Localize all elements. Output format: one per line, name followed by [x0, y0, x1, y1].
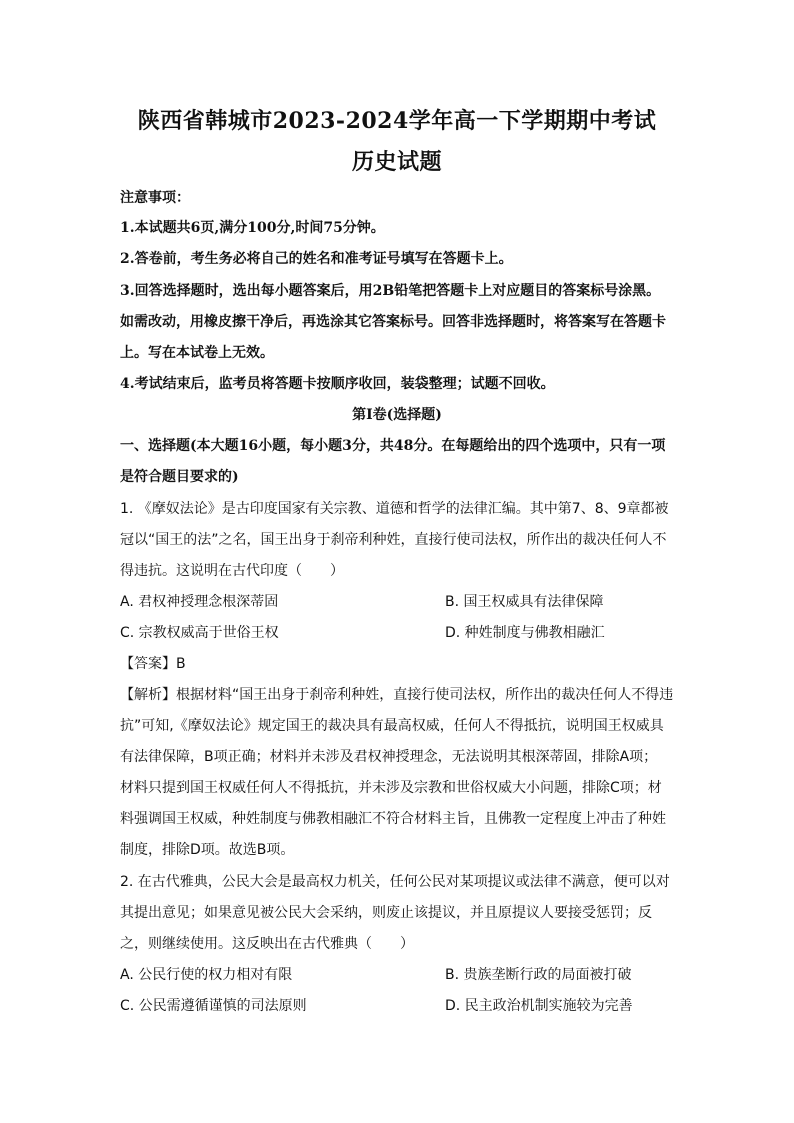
option-d: D. 民主政治机制实施较为完善	[445, 998, 633, 1014]
page-subtitle: 历史试题	[351, 149, 442, 175]
analysis-line: 制度，排除D项。故选B项。	[120, 842, 295, 858]
question-stem: 冠以“国王的法”之名，国王出身于刹帝利种姓，直接行使司法权，所作出的裁决任何人不	[120, 532, 667, 548]
option-a: A. 君权神授理念根深蒂固	[120, 594, 279, 610]
section-heading: 一、选择题(本大题16小题，每小题3分，共48分。在每题给出的四个选项中，只有一项	[120, 438, 666, 454]
answer-line: 【答案】B	[120, 656, 186, 672]
option-a: A. 公民行使的权力相对有限	[120, 967, 293, 983]
question-stem: 其提出意见；如果意见被公民大会采纳，则废止该提议，并且原提议人要接受惩罚；反	[120, 905, 652, 921]
analysis-line: 【解析】根据材料“国王出身于刹帝利种姓，直接行使司法权，所作出的裁决任何人不得违	[120, 687, 674, 703]
option-b: B. 国王权威具有法律保障	[445, 594, 604, 610]
page-title: 陕西省韩城市2023-2024学年高一下学期期中考试	[137, 108, 657, 134]
option-c: C. 公民需遵循谨慎的司法原则	[120, 998, 307, 1014]
option-c: C. 宗教权威高于世俗王权	[120, 625, 279, 641]
analysis-line: 材料只提到国王权威任何人不得抵抗，并未涉及宗教和世俗权威大小问题，排除C项；材	[120, 780, 662, 796]
option-b: B. 贵族垄断行政的局面被打破	[445, 967, 632, 983]
question-stem: 2. 在古代雅典，公民大会是最高权力机关，任何公民对某项提议或法律不满意，便可以对	[120, 874, 670, 890]
section-heading: 是符合题目要求的)	[120, 469, 239, 485]
notice-item: 4.考试结束后，监考员将答题卡按顺序收回，装袋整理；试题不回收。	[120, 376, 555, 392]
analysis-line: 料强调国王权威，种姓制度与佛教相融汇不符合材料主旨，且佛教一定程度上冲击了种姓	[120, 811, 666, 827]
notice-item: 1.本试题共6页,满分100分,时间75分钟。	[120, 220, 385, 236]
analysis-line: 有法律保障，B项正确；材料并未涉及君权神授理念，无法说明其根深蒂固，排除A项；	[120, 749, 658, 765]
question-stem: 之，则继续使用。这反映出在古代雅典（ ）	[120, 936, 414, 952]
notice-item: 上。写在本试卷上无效。	[120, 345, 274, 361]
notice-item: 2.答卷前，考生务必将自己的姓名和准考证号填写在答题卡上。	[120, 251, 513, 267]
analysis-line: 抗”可知,《摩奴法论》规定国王的裁决具有最高权威，任何人不得抵抗，说明国王权威具	[120, 718, 664, 734]
question-stem: 1. 《摩奴法论》是古印度国家有关宗教、道德和哲学的法律汇编。其中第7、8、9章都被	[120, 501, 669, 517]
notice-item: 3.回答选择题时，选出每小题答案后，用2B铅笔把答题卡上对应题目的答案标号涂黑。	[120, 283, 661, 299]
volume-heading: 第Ⅰ卷(选择题)	[352, 407, 442, 423]
option-d: D. 种姓制度与佛教相融汇	[445, 625, 605, 641]
notice-item: 如需改动，用橡皮擦干净后，再选涂其它答案标号。回答非选择题时，将答案写在答题卡	[120, 314, 666, 330]
notice-heading: 注意事项：	[120, 190, 190, 206]
question-stem: 得违抗。这说明在古代印度（ ）	[120, 563, 344, 579]
